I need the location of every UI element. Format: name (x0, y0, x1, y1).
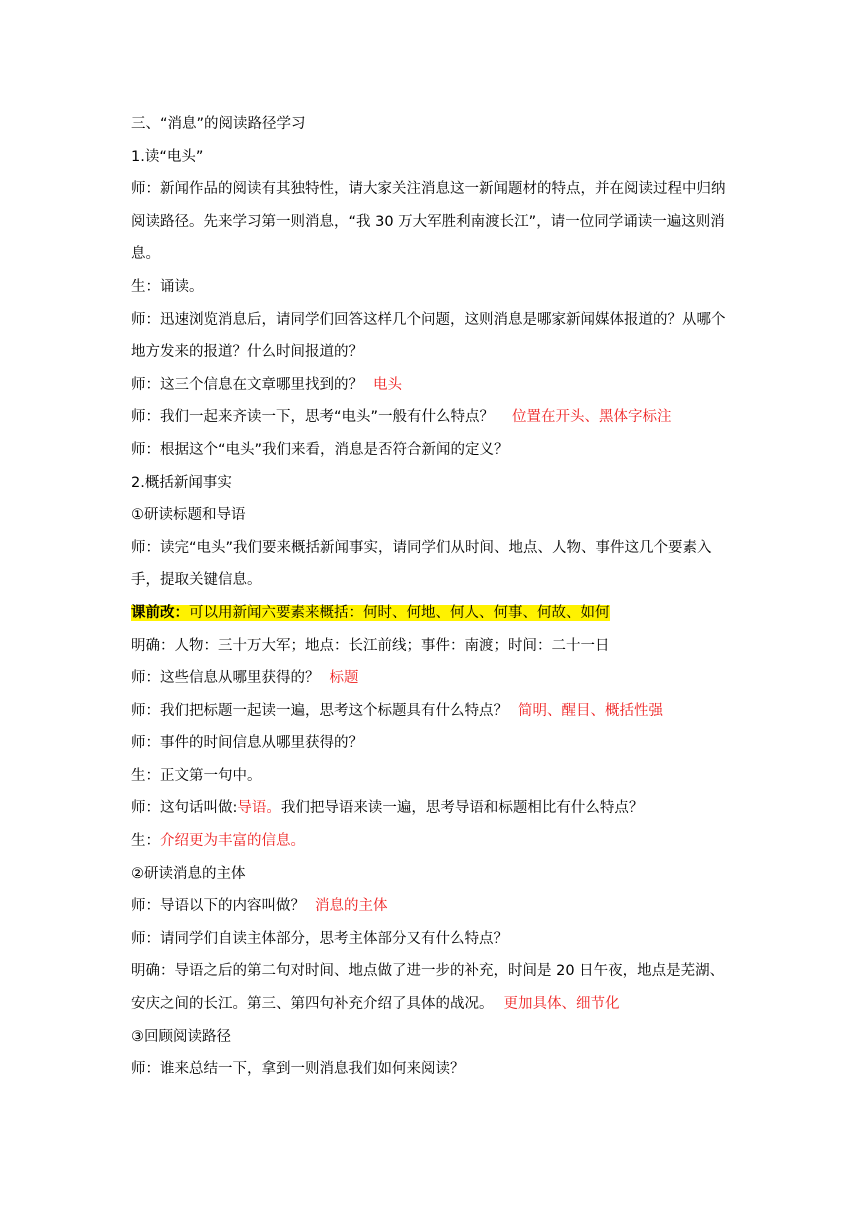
question-text: 师：我们把标题一起读一遍，思考这个标题具有什么特点？ (131, 702, 508, 719)
question-text: 师：导语以下的内容叫做？ (131, 898, 305, 915)
question-text: 师：这些信息从哪里获得的？ (131, 670, 320, 687)
paragraph: 师：谁来总结一下，拿到一则消息我们如何来阅读？ (131, 1061, 465, 1078)
question-text: 师：我们一起来齐读一下，思考“电头”一般有什么特点？ (131, 409, 495, 426)
paragraph-with-answer (131, 792, 734, 825)
subsection-title: ①研读标题和导语 (131, 507, 246, 524)
question-text: 师：这三个信息在文章哪里找到的？ (131, 376, 363, 393)
revision-note-label: 课前改： (131, 604, 189, 621)
paragraph-with-answer (131, 890, 734, 923)
answer-text: 导语。 (237, 800, 281, 817)
section-1-title: 1.读“电头” (131, 148, 204, 165)
paragraph: 生：诵读。 (131, 278, 204, 295)
question-text: 我们把导语来读一遍，思考导语和标题相比有什么特点？ (280, 800, 644, 817)
answer-text: 更加具体、细节化 (503, 996, 620, 1013)
answer-text: 介绍更为丰富的信息。 (160, 833, 305, 850)
speaker-label: 生： (131, 833, 160, 850)
question-text: 明确：导语之后的第二句对时间、地点做了进一步的补充，时间是 20 日午夜，地点是芜湖、安庆之间的长江。第三、第四句补充介绍了具体的战况。 (131, 963, 725, 1013)
question-text: 师：这句话叫做: (131, 800, 238, 817)
paragraph: 师：请同学们自读主体部分，思考主体部分又有什么特点？ (131, 930, 508, 947)
answer-text: 简明、醒目、概括性强 (518, 702, 663, 719)
paragraph-with-answer (131, 825, 734, 858)
revision-note (131, 597, 734, 630)
paragraph: 生：正文第一句中。 (131, 767, 262, 784)
paragraph: 师：迅速浏览消息后，请同学们回答这样几个问题，这则消息是哪家新闻媒体报道的？从哪个地方发来的报道？什么时间报道的？ (131, 311, 726, 361)
paragraph-with-answer (131, 695, 734, 728)
section-2-title: 2.概括新闻事实 (131, 474, 232, 491)
section-heading: 三、“消息”的阅读路径学习 (131, 116, 306, 132)
document-body (131, 108, 734, 1086)
paragraph-with-answer (131, 401, 734, 434)
paragraph-with-answer (131, 369, 734, 402)
paragraph: 师：读完“电头”我们要来概括新闻事实，请同学们从时间、地点、人物、事件这几个要素入手，提取关键信息。 (131, 539, 712, 589)
paragraph-with-answer (131, 662, 734, 695)
paragraph-with-answer (131, 955, 734, 1020)
subsection-title: ③回顾阅读路径 (131, 1028, 231, 1045)
paragraph: 明确：人物：三十万大军；地点：长江前线；事件：南渡；时间：二十一日 (131, 637, 610, 654)
revision-note-text: 可以用新闻六要素来概括：何时、何地、何人、何事、何故、如何 (189, 604, 610, 621)
answer-text: 电头 (373, 376, 402, 393)
answer-text: 位置在开头、黑体字标注 (512, 409, 672, 426)
paragraph: 师：新闻作品的阅读有其独特性，请大家关注消息这一新闻题材的特点，并在阅读过程中归纳阅读路径。先来学习第一则消息，“我 30 万大军胜利南渡长江”，请一位同学诵读一遍这则消息。 (131, 181, 726, 263)
answer-text: 标题 (329, 670, 359, 687)
paragraph: 师：事件的时间信息从哪里获得的？ (131, 735, 363, 752)
subsection-title: ②研读消息的主体 (131, 865, 246, 882)
paragraph: 师：根据这个“电头”我们来看，消息是否符合新闻的定义？ (131, 441, 509, 458)
answer-text: 消息的主体 (315, 898, 388, 915)
